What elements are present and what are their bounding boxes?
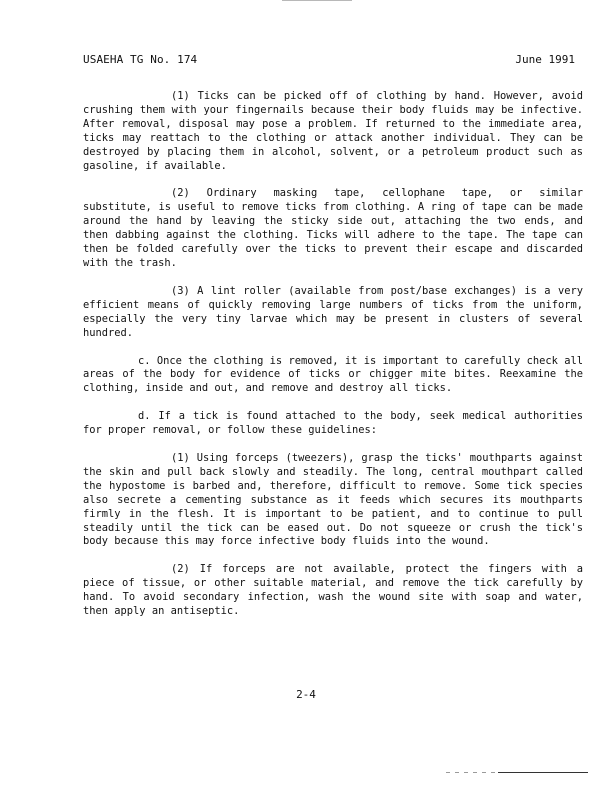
page-number: 2-4 — [296, 688, 316, 701]
paragraph-b1-hand-removal: (1) Ticks can be picked off of clothing by hand. However, avoid crushing them with your fingernails because their body fluids may be infective. After removal, disposal may pose a problem. If returned to the immediate area, ticks may reattach to the clothing or attack another individual. They can be destroyed by placing them in alcohol, solvent, or a petroleum product such as gasoline, if available. — [83, 90, 583, 172]
top-scan-rule — [282, 0, 352, 1]
paragraph-d1-forceps: (1) Using forceps (tweezers), grasp the ticks' mouthparts against the skin and pull back slowly and steadily. The long, central mouthpart called the hypostome is barbed and, therefore, difficult to remove. Some tick species also secrete a cementing substance as it feeds which secures its mouthparts firmly in the flesh. It is important to be patient, and to continue to pull steadily until the tick can be eased out. Do not squeeze or crush the tick's body because this may force infective body fluids into the wound. — [83, 452, 583, 548]
document-date: June 1991 — [515, 53, 575, 66]
paragraph-d2-no-forceps: (2) If forceps are not available, protect the fingers with a piece of tissue, or other suitable material, and remove the tick carefully by hand. To avoid secondary infection, wash the wound site with soap and water, then apply an antiseptic. — [83, 563, 583, 618]
paragraph-b2-tape: (2) Ordinary masking tape, cellophane tape, or similar substitute, is useful to remove ticks from clothing. A ring of tape can be made around the hand by leaving the sticky side out, attaching the two ends, and then dabbing against the clothing. Ticks will adhere to the tape. The tape can then be folded carefully over the ticks to prevent their escape and discarded with the trash. — [83, 187, 583, 269]
paragraph-c-body-check: c. Once the clothing is removed, it is important to carefully check all areas of the body for evidence of ticks or chigger mite bites. Reexamine the clothing, inside and out, and remove and destroy all ticks. — [83, 354, 583, 395]
document-id: USAEHA TG No. 174 — [83, 53, 198, 66]
paragraph-b3-lint-roller: (3) A lint roller (available from post/base exchanges) is a very efficient means of quickly removing large numbers of ticks from the uniform, especially the very tiny larvae which may be present in clusters of several hundred. — [83, 284, 583, 339]
paragraph-d-attached-tick: d. If a tick is found attached to the body, seek medical authorities for proper removal, or follow these guidelines: — [83, 410, 583, 437]
bottom-scan-rule — [498, 772, 588, 773]
document-body — [83, 90, 583, 633]
bottom-scan-dashes — [446, 772, 496, 773]
